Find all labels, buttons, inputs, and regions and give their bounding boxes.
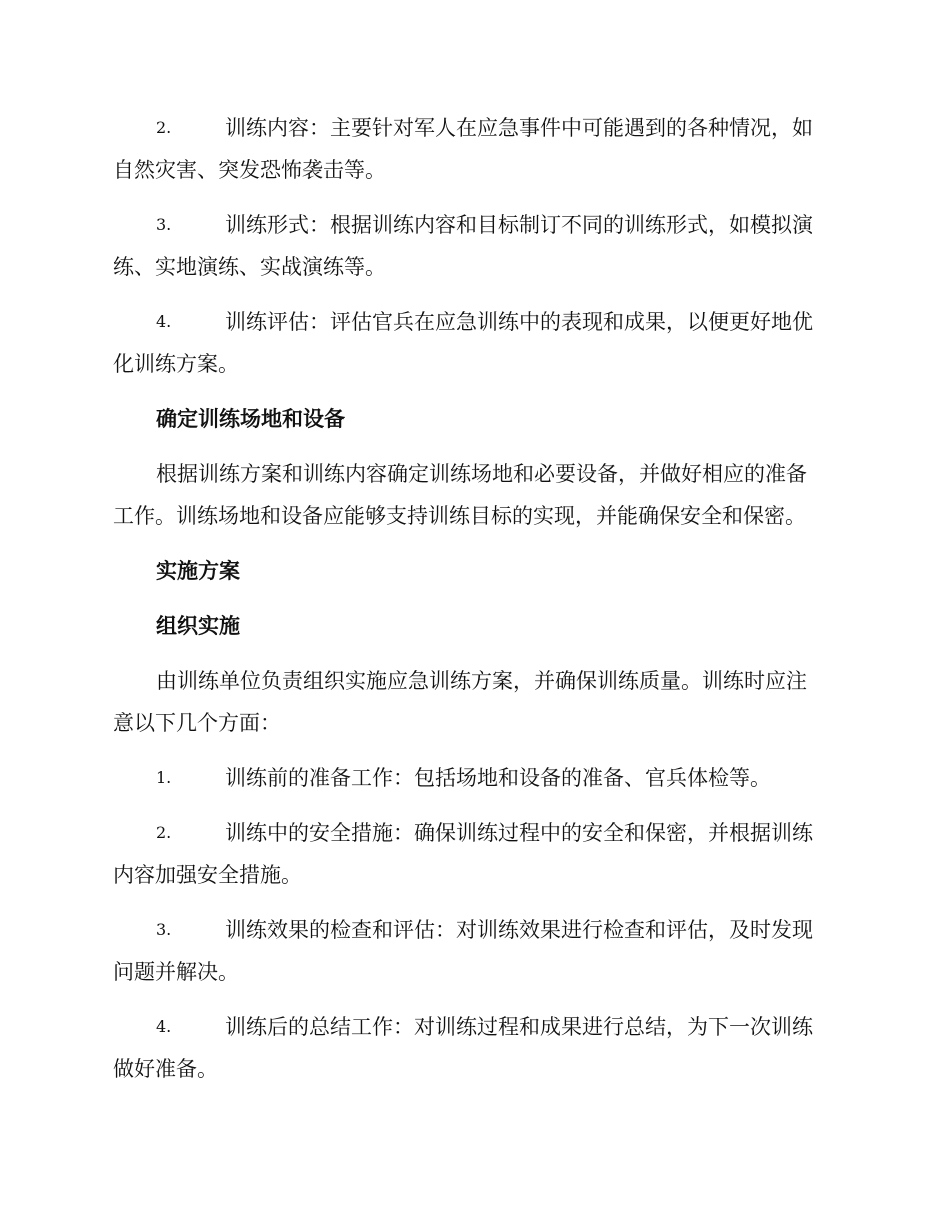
list-number: 2. (156, 823, 172, 842)
list-item-text: 训练前的准备工作：包括场地和设备的准备、官兵体检等。 (225, 766, 771, 790)
paragraph-line: 根据训练方案和训练内容确定训练场地和必要设备，并做好相应的准备 (156, 462, 807, 486)
list-item-text-cont: 自然灾害、突发恐怖袭击等。 (113, 158, 386, 182)
list-item-text: 训练后的总结工作：对训练过程和成果进行总结，为下一次训练 (225, 1015, 813, 1039)
list-number: 3. (156, 215, 172, 234)
list-item-text-cont: 练、实地演练、实战演练等。 (113, 255, 386, 279)
paragraph-line: 意以下几个方面： (113, 711, 281, 735)
list-item-text: 训练内容：主要针对军人在应急事件中可能遇到的各种情况，如 (225, 116, 813, 140)
section-heading: 确定训练场地和设备 (156, 407, 345, 431)
list-number: 4. (156, 312, 172, 331)
list-number: 1. (156, 768, 172, 787)
paragraph-line: 工作。训练场地和设备应能够支持训练目标的实现，并能确保安全和保密。 (113, 504, 806, 528)
list-item-text-cont: 内容加强安全措施。 (113, 863, 302, 887)
list-item-text: 训练评估：评估官兵在应急训练中的表现和成果，以便更好地优 (225, 310, 813, 334)
section-heading: 组织实施 (156, 614, 240, 638)
list-item-text-cont: 问题并解决。 (113, 960, 239, 984)
list-item-text-cont: 做好准备。 (113, 1057, 218, 1081)
section-heading: 实施方案 (156, 559, 240, 583)
list-number: 4. (156, 1017, 172, 1036)
list-item-text: 训练中的安全措施：确保训练过程中的安全和保密，并根据训练 (225, 821, 813, 845)
list-item-text: 训练效果的检查和评估：对训练效果进行检查和评估，及时发现 (225, 918, 813, 942)
list-item-text-cont: 化训练方案。 (113, 352, 239, 376)
list-item-text: 训练形式：根据训练内容和目标制订不同的训练形式，如模拟演 (225, 213, 813, 237)
paragraph-line: 由训练单位负责组织实施应急训练方案，并确保训练质量。训练时应注 (156, 669, 807, 693)
list-number: 3. (156, 920, 172, 939)
list-number: 2. (156, 118, 172, 137)
